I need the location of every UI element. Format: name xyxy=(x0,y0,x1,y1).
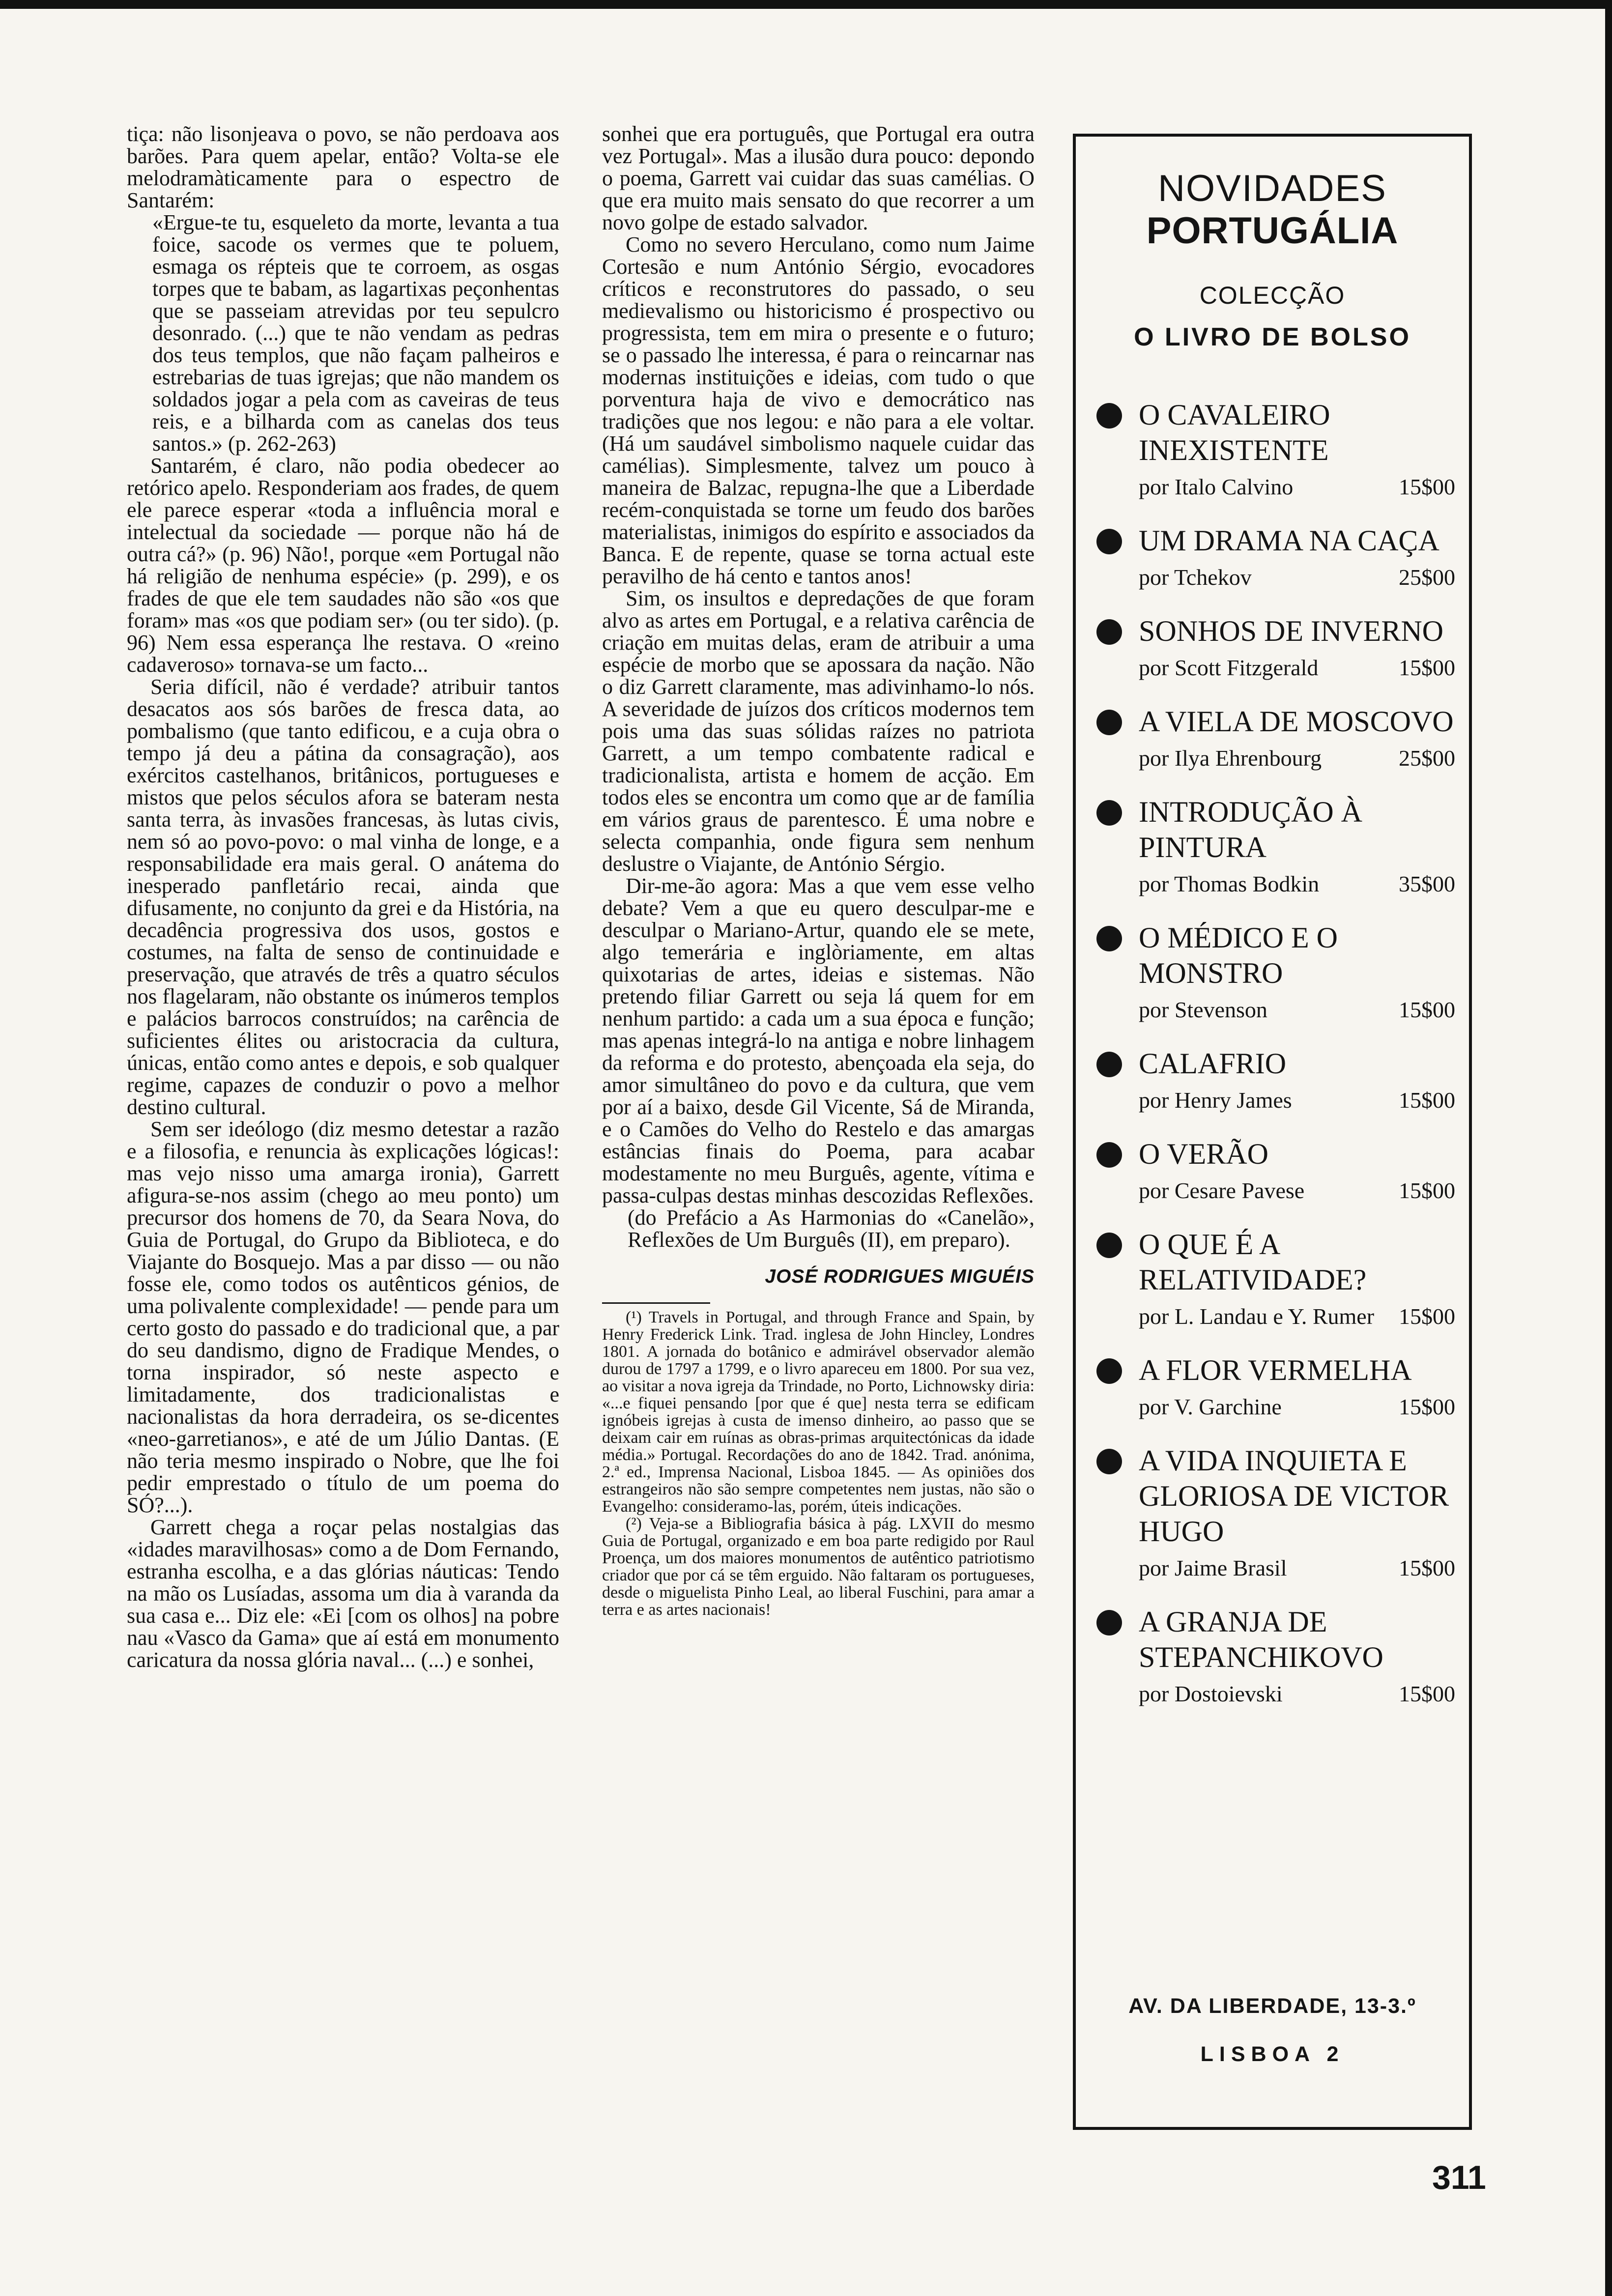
book-author: por Tchekov xyxy=(1139,565,1252,590)
book-entry xyxy=(1076,1136,1469,1210)
paragraph: Santarém, é claro, não podia obedecer ao retórico apelo. Responderiam aos frades, de quem ele parece esperar «toda a influência moral e intelectual da sociedade — porque não há de outra cá?» (p. 96) Não!, porque «em Portugal não há religião de nenhuma espécie» (p. 299), e os frades de que ele tem saudades não são «os que foram» mas «os que podiam ser» (ou ter sido). (p. 96) Nem essa esperança lhe restava. O «reino cadaveroso» tornava-se um facto... xyxy=(127,454,559,677)
bullet-icon xyxy=(1096,1233,1122,1258)
book-title: O QUE É A RELATIVIDADE? xyxy=(1139,1228,1367,1296)
footnote-rule xyxy=(602,1302,710,1304)
book-title: A VIDA INQUIETA E GLORIOSA DE VICTOR HUGO xyxy=(1139,1444,1449,1548)
book-title: INTRODUÇÃO À PINTURA xyxy=(1139,796,1362,863)
book-author: por L. Landau e Y. Rumer xyxy=(1139,1304,1375,1329)
bullet-icon xyxy=(1096,1052,1122,1077)
book-entry xyxy=(1076,613,1469,687)
book-title: A GRANJA DE STEPANCHIKOVO xyxy=(1139,1606,1383,1673)
bullet-icon xyxy=(1096,1610,1122,1636)
book-entry xyxy=(1076,1352,1469,1426)
book-byline xyxy=(1139,649,1455,687)
source-citation: (do Prefácio a As Harmonias do «Canelão», Reflexões de Um Burguês (II), em preparo). xyxy=(628,1205,1035,1252)
ad-title-portugalia: PORTUGÁLIA xyxy=(1146,210,1399,252)
book-byline xyxy=(1139,558,1455,597)
book-price: 15$00 xyxy=(1399,474,1455,499)
book-title: UM DRAMA NA CAÇA xyxy=(1139,524,1439,557)
book-price: 15$00 xyxy=(1399,1304,1455,1329)
block-quote: «Ergue-te tu, esqueleto da morte, levanta a tua foice, sacode os vermes que te poluem, esmaga os répteis que te corroem, as osgas torpes que te babam, as lagartixas peçonhentas que se passeiam atrevidas por teu sepulcro desonrado. (...) que te não vendam as pedras dos teus templos, que não façam palheiros e estrebarias de tuas igrejas; que não mandem os soldados jogar a pela com as caveiras de teus reis, e a bilharda com as canelas dos teus santos.» (p. 262-263) xyxy=(152,210,559,456)
paragraph: Seria difícil, não é verdade? atribuir tantos desacatos aos sós barões de fresca data, ao pombalismo (que tanto edificou, e a cuja obra o tempo já deu a pátina da consagração), aos exércitos castelhanos, britânicos, portugueses e mistos que pelos séculos afora se bateram nesta santa terra, às invasões francesas, às lutas civis, nem só ao povo-povo: o mal vinha de longe, e a responsabilidade era mais geral. O anátema do inesperado panfletário recai, ainda que difusamente, no conjunto da grei e da História, na decadência progressiva dos usos, gostos e costumes, na falta de senso de continuidade e preservação, que através de três a quatro séculos nos flagelaram, não obstante os inúmeros templos e palácios barrocos construídos; na carência de suficientes élites ou aristocracia da cultura, únicas, então como antes e depois, e sob qualquer regime, capazes de conduzir o povo a melhor destino cultural. xyxy=(127,675,559,1119)
paragraph: sonhei que era português, que Portugal era outra vez Portugal». Mas a ilusão dura pouco: depondo o poema, Garrett vai cuidar das suas camélias. O que era muito mais sensato do que recorrer a um novo golpe de estado salvador. xyxy=(602,122,1035,234)
article-column-1 xyxy=(127,123,559,1671)
book-entry xyxy=(1076,523,1469,597)
book-entry xyxy=(1076,1046,1469,1119)
bullet-icon xyxy=(1096,1142,1122,1168)
bullet-icon xyxy=(1096,1449,1122,1474)
book-price: 15$00 xyxy=(1399,1088,1455,1113)
book-byline xyxy=(1139,865,1455,903)
book-entry xyxy=(1076,1443,1469,1587)
bullet-icon xyxy=(1096,619,1122,645)
bullet-icon xyxy=(1096,710,1122,735)
paragraph: Sim, os insultos e depredações de que foram alvo as artes em Portugal, e a relativa carência de criação em muitas delas, eram de atribuir a uma espécie de morbo que se apossara da nação. Não o diz Garrett claramente, mas adivinhamo-lo nós. A severidade de juízos dos críticos modernos tem pois uma das suas sólidas raízes no patriota Garrett, a um tempo combatente radical e tradicionalista, artista e homem de acção. Em todos eles se encontra um como que ar de família em vários graus de parentesco. É uma nobre e selecta companhia, onde figura sem nenhum deslustre o Viajante, de António Sérgio. xyxy=(602,586,1035,876)
bullet-icon xyxy=(1096,1358,1122,1384)
ad-address: AV. DA LIBERDADE, 13-3.º xyxy=(1128,1994,1416,2018)
book-author: por Jaime Brasil xyxy=(1139,1555,1287,1580)
article-column-2 xyxy=(602,123,1035,1618)
book-price: 25$00 xyxy=(1399,746,1455,771)
book-price: 35$00 xyxy=(1399,871,1455,896)
book-price: 15$00 xyxy=(1399,1178,1455,1203)
book-title: O VERÃO xyxy=(1139,1138,1268,1170)
book-entry xyxy=(1076,794,1469,903)
paragraph: Como no severo Herculano, como num Jaime Cortesão e num António Sérgio, evocadores críticos e reconstrutores do passado, o seu medievalismo ou historicismo é prospectivo ou progressista, tem em mira o presente e o futuro; se o passado lhe interessa, é para o reincarnar nas modernas instituições e ideias, com tudo o que porventura haja de vivo e democrático nas tradições que nos legou: e não para a ele voltar. (Há um saudável simbolismo naquele cuidar das camélias). Simplesmente, talvez um pouco à maneira de Balzac, repugna-lhe que a Liberdade recém-conquistada se torne um feudo dos barões materialistas, inimigos do espírito e associados da Banca. E de repente, quase se torna actual este peravilho de há cento e tantos anos! xyxy=(602,232,1035,588)
book-byline xyxy=(1139,1675,1455,1713)
book-price: 15$00 xyxy=(1399,1555,1455,1580)
book-author: por Henry James xyxy=(1139,1088,1292,1113)
book-entry xyxy=(1076,1227,1469,1336)
book-author: por V. Garchine xyxy=(1139,1394,1282,1419)
book-byline xyxy=(1139,1297,1455,1336)
book-entry xyxy=(1076,1604,1469,1713)
advertisement-box xyxy=(1073,134,1472,2130)
book-title: O MÉDICO E O MONSTRO xyxy=(1139,921,1338,989)
footnote: (²) Veja-se a Bibliografia básica à pág. LXVII do mesmo Guia de Portugal, organizado e em boa parte redigido por Raul Proença, um dos maiores monumentos de autêntico patriotismo criador que por cá se têm erguido. Não faltaram os portugueses, desde o miguelista Pinho Leal, ao liberal Fuschini, para amar a terra e as artes nacionais! xyxy=(602,1515,1035,1619)
book-price: 15$00 xyxy=(1399,1394,1455,1419)
book-entry xyxy=(1076,704,1469,777)
ad-collection-label: COLECÇÃO xyxy=(1199,282,1346,309)
book-author: por Thomas Bodkin xyxy=(1139,871,1320,896)
book-title: O CAVALEIRO INEXISTENTE xyxy=(1139,399,1330,466)
book-byline xyxy=(1139,1172,1455,1210)
book-author: por Cesare Pavese xyxy=(1139,1178,1305,1203)
book-author: por Ilya Ehrenbourg xyxy=(1139,746,1322,771)
bullet-icon xyxy=(1096,529,1122,554)
book-price: 15$00 xyxy=(1399,655,1455,680)
book-entry xyxy=(1076,397,1469,506)
ad-city: LISBOA 2 xyxy=(1200,2042,1345,2066)
book-byline xyxy=(1139,1549,1455,1587)
author-signature: JOSÉ RODRIGUES MIGUÉIS xyxy=(765,1266,1035,1287)
ad-title-novidades: NOVIDADES xyxy=(1158,168,1387,209)
book-price: 25$00 xyxy=(1399,565,1455,590)
page-number: 311 xyxy=(1432,2159,1486,2196)
book-title: SONHOS DE INVERNO xyxy=(1139,615,1444,647)
book-author: por Dostoievski xyxy=(1139,1681,1283,1706)
ad-collection-name: O LIVRO DE BOLSO xyxy=(1134,323,1411,351)
book-author: por Italo Calvino xyxy=(1139,474,1294,499)
book-byline xyxy=(1139,1388,1455,1426)
bullet-icon xyxy=(1096,800,1122,826)
book-title: A FLOR VERMELHA xyxy=(1139,1354,1412,1386)
book-title: CALAFRIO xyxy=(1139,1047,1287,1080)
book-byline xyxy=(1139,468,1455,506)
scan-edge xyxy=(0,0,1612,9)
paragraph: Garrett chega a roçar pelas nostalgias das «idades maravilhosas» como a de Dom Fernando, estranha escolha, e a das glórias náuticas: Tendo na mão os Lusíadas, assoma um dia à varanda da sua casa e... Diz ele: «Ei [com os olhos] na pobre nau «Vasco da Gama» que aí está em monumento caricatura da nossa glória naval... (...) e sonhei, xyxy=(127,1515,559,1672)
book-price: 15$00 xyxy=(1399,1681,1455,1706)
book-title: A VIELA DE MOSCOVO xyxy=(1139,705,1454,738)
paragraph: Sem ser ideólogo (diz mesmo detestar a razão e a filosofia, e renuncia às explicações lógicas!: mas vejo nisso uma amarga ironia), Garrett afigura-se-nos assim (chego ao meu ponto) um precursor dos homens de 70, da Seara Nova, do Guia de Portugal, do Grupo da Biblioteca, e do Viajante do Bosquejo. Mas a par disso — ou não fosse ele, como todos os autênticos génios, de uma polivalente complexidade! — pende para um certo gosto do passado e do tradicional que, a par do seu dandismo, digno de Fradique Mendes, o torna inspirador, só neste aspecto e limitadamente, dos tradicionalistas e nacionalistas da hora derradeira, os se-dicentes «neo-garretianos», e até de um Júlio Dantas. (E não teria mesmo inspirado o Nobre, que lhe foi pedir emprestado o título de um poema do SÓ?...). xyxy=(127,1117,559,1517)
book-author: por Stevenson xyxy=(1139,997,1267,1022)
paragraph: Dir-me-ão agora: Mas a que vem esse velho debate? Vem a que eu quero desculpar-me e desculpar o Mariano-Artur, quando ele se mete, algo temerária e inglòriamente, em altas quixotarias de artes, ideias e sistemas. Não pretendo filiar Garrett ou seja lá quem for em nenhum partido: a cada um a sua época e função; mas apenas integrá-lo na antiga e nobre linhagem da reforma e do protesto, abençoada ela seja, do amor simultâneo do povo e da cultura, que vem por aí a baixo, desde Gil Vicente, Sá de Miranda, e o Camões do Velho do Restelo e das amargas estâncias finais do Poema, para acabar modestamente no meu Burguês, agente, vítima e passa-culpas destas minhas descozidas Reflexões. xyxy=(602,874,1035,1207)
book-byline xyxy=(1139,739,1455,777)
book-byline xyxy=(1139,991,1455,1029)
book-byline xyxy=(1139,1081,1455,1119)
book-author: por Scott Fitzgerald xyxy=(1139,655,1319,680)
scan-edge xyxy=(1605,0,1612,2296)
book-price: 15$00 xyxy=(1399,997,1455,1022)
book-list xyxy=(1076,397,1469,1730)
paragraph: tiça: não lisonjeava o povo, se não perdoava aos barões. Para quem apelar, então? Volta-se ele melodramàticamente para o espectro de Santarém: xyxy=(127,122,559,212)
bullet-icon xyxy=(1096,926,1122,951)
book-entry xyxy=(1076,920,1469,1029)
footnote: (¹) Travels in Portugal, and through France and Spain, by Henry Frederick Link. Trad. inglesa de John Hincley, Londres 1801. A jornada do botânico e admirável observador alemão durou de 1797 a 1799, e o livro apareceu em 1800. Por sua vez, ao visitar a nova igreja da Trindade, no Porto, Lichnowsky diria: «...e fiquei pensando [por que é que] nesta terra se edificam ignóbeis igrejas à custa de imenso dinheiro, ao passo que se deixam cair em ruínas as obras-primas arquitectónicas da idade média.» Portugal. Recordações do ano de 1842. Trad. anónima, 2.ª ed., Imprensa Nacional, Lisboa 1845. — As opiniões dos estrangeiros não são sempre competentes nem justas, não são o Evangelho: consideramo-las, porém, úteis indicações. xyxy=(602,1308,1035,1516)
bullet-icon xyxy=(1096,403,1122,429)
